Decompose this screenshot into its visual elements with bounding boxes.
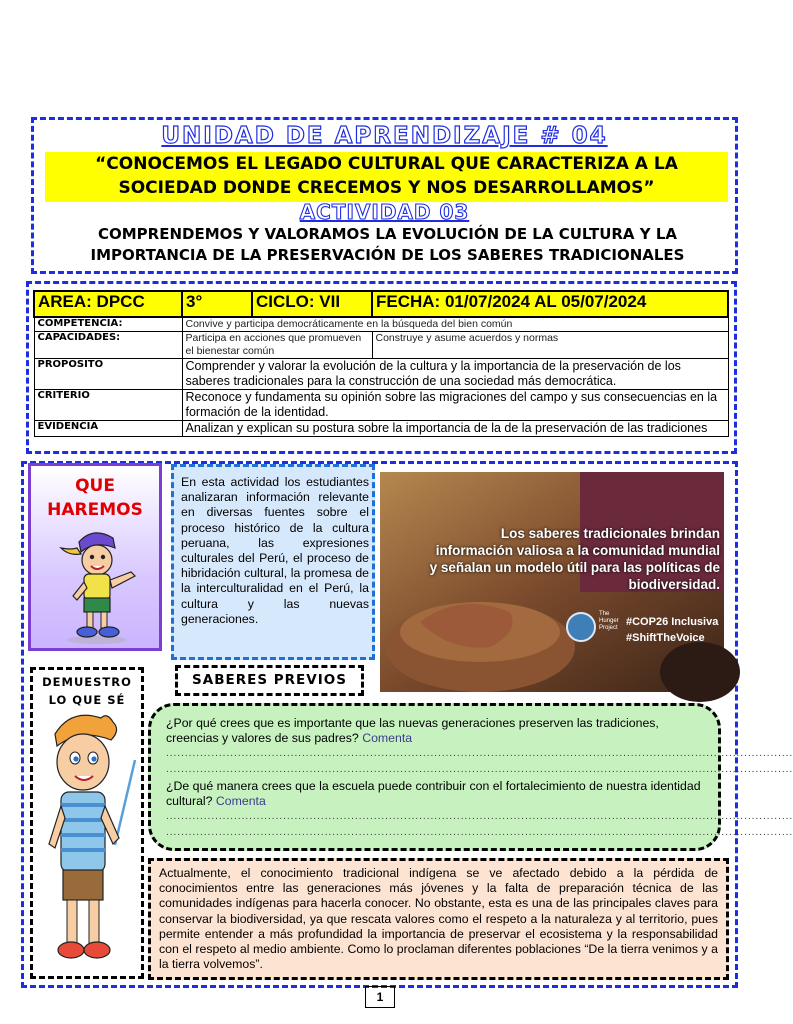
hunger-project-logo: The Hunger Project (599, 611, 619, 631)
date-cell: FECHA: 01/07/2024 AL 05/07/2024 (372, 291, 728, 317)
activity-intro-text: En esta actividad los estudiantes analizaran información relevante en diversas fuentes sobre el proceso histórico de la cultura peruana, las expresiones culturales del Perú, el proceso de hibridación cultural, la promesa de la interculturalidad en el Perú, la cultura y las nuevas generaciones. (181, 475, 369, 626)
demuestro-box (30, 667, 144, 979)
answer-line-1[interactable]: ...................................................................................................................................................................... (166, 748, 793, 759)
photo-hashtags (626, 614, 722, 646)
info-header-row (34, 291, 728, 317)
competencia-row (34, 317, 728, 332)
competencia-label: COMPETENCIA: (34, 317, 182, 332)
activity-description: COMPRENDEMOS Y VALORAMOS LA EVOLUCIÓN DE LA CULTURA Y LA IMPORTANCIA DE LA PRESERVACIÓN DE LOS SABERES TRADICIONALES (90, 225, 685, 264)
answer-line-4[interactable]: ...................................................................................................................................................................... (166, 827, 793, 838)
unit-title: UNIDAD DE APRENDIZAJE # 04 (161, 123, 608, 149)
unit-subtitle: “CONOCEMOS EL LEGADO CULTURAL QUE CARACTERIZA A LA SOCIEDAD DONDE CRECEMOS Y NOS DESARROLLAMOS” (45, 152, 728, 202)
que-haremos-box (28, 463, 162, 651)
evidencia-value: Analizan y explican su postura sobre la importancia de la de la preservación de las tradiciones (182, 421, 728, 437)
traditional-knowledge-paragraph: Actualmente, el conocimiento tradicional indígena se ve afectado debido a la pérdida de conocimientos entre las generaciones más jóvenes y la falta de preparación técnica de las comunidades indígenas para hacerla conocer. No obstante, esta es una de las principales claves para conservar la biodiversidad, ya que rescata valores como el respeto a la naturaleza y al territorio, pues permite entender a más profundidad la importancia de preservar el ecosistema y la responsabilidad con el respeto al medio ambiente. Como lo proclaman diferentes poblaciones “De la tierra venimos y a la tierra volvemos”. (159, 866, 718, 972)
info-box (26, 281, 737, 454)
que-label-line-2: HAREMOS (47, 500, 143, 520)
hashtag-cop26: #COP26 Inclusiva (626, 616, 719, 628)
demuestro-line-2: LO QUE SÉ (48, 693, 126, 707)
boy-with-pointer-illustration (41, 710, 137, 972)
criterio-row (34, 390, 728, 421)
hashtag-shift: #ShiftTheVoice (626, 632, 705, 644)
capacidades-row (34, 332, 728, 359)
answer-line-2[interactable]: ...................................................................................................................................................................... (166, 764, 793, 775)
capacidad-1: Participa en acciones que promueven el bienestar común (182, 332, 372, 359)
boy-pointing-illustration (51, 526, 147, 646)
proposito-value: Comprender y valorar la evolución de la cultura y la importancia de la preservación de los saberes tradicionales para la construcción de una sociedad más democrática. (182, 359, 728, 390)
photo-caption: Los saberes tradicionales brindan información valiosa a la comunidad mundial y señalan un modelo útil para las políticas de biodiversidad. (429, 526, 720, 592)
saberes-previos-questions (148, 703, 793, 851)
traditional-knowledge-photo (380, 472, 724, 692)
evidencia-row (34, 421, 728, 437)
question-1-hint: Comenta (362, 731, 413, 745)
area-cell: AREA: DPCC (34, 291, 182, 317)
demuestro-line-1: DEMUESTRO (42, 675, 132, 689)
question-2-text: ¿De qué manera crees que la escuela puede contribuir con el fortalecimiento de nuestra identidad cultural? (166, 779, 701, 808)
que-haremos-label (31, 474, 159, 522)
demuestro-label (33, 673, 141, 709)
saberes-previos-title: SABERES PREVIOS (175, 665, 364, 696)
question-1-text: ¿Por qué crees que es importante que las nuevas generaciones preserven las tradiciones, creencias y valores de sus padres? (166, 716, 659, 745)
unit-header (31, 117, 738, 274)
globe-icon (566, 612, 596, 642)
activity-title: ACTIVIDAD 03 (299, 200, 470, 224)
criterio-value: Reconoce y fundamenta su opinión sobre las migraciones del campo y sus consecuencias en la formación de la identidad. (182, 390, 728, 421)
capacidades-label: CAPACIDADES: (34, 332, 182, 359)
proposito-label: PROPOSITO (34, 359, 182, 390)
criterio-label: CRITERIO (34, 390, 182, 421)
evidencia-label: EVIDENCIA (34, 421, 182, 437)
grade-cell: 3° (182, 291, 252, 317)
page-number: 1 (365, 986, 395, 1008)
que-label-line-1: QUE (75, 476, 115, 496)
question-2-hint: Comenta (215, 794, 266, 808)
question-2 (166, 779, 706, 809)
answer-line-3[interactable]: ...................................................................................................................................................................... (166, 811, 793, 822)
question-1 (166, 716, 706, 746)
competencia-value: Convive y participa democráticamente en la búsqueda del bien común (182, 317, 728, 332)
activity-intro-box (171, 464, 375, 660)
traditional-knowledge-paragraph-box (148, 858, 729, 980)
capacidad-2: Construye y asume acuerdos y normas (372, 332, 728, 359)
info-table (33, 290, 729, 437)
proposito-row (34, 359, 728, 390)
cycle-cell: CICLO: VII (252, 291, 372, 317)
